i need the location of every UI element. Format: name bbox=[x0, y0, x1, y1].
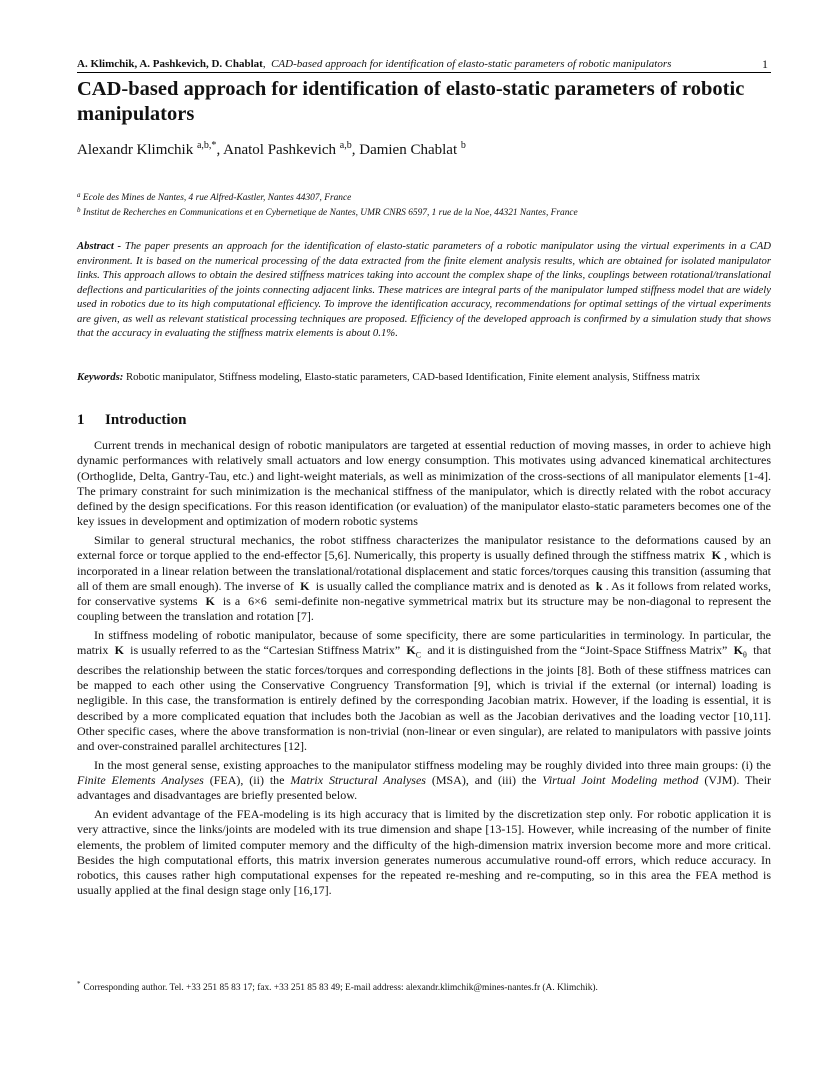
footnote-mark: * bbox=[77, 980, 81, 988]
affiliation-text: Ecole des Mines de Nantes, 4 rue Alfred-Kastler, Nantes 44307, France bbox=[82, 193, 352, 203]
paragraph: An evident advantage of the FEA-modeling is its high accuracy that is limited by the discretization step only. For robotic application it is very attractive, since the links/joints are modeled with its true dimension and shape [13-15]. However, while increasing of the number of finite elements, the problem of limited computer memory and the difficulty of the high-dimension matrix inversion become more and more critical. Besides the high computational efforts, this matrix inversion generates numerous accumulative round-off errors, which reduce accuracy. In robotics, this causes rather high computational expenses for the repeated re-meshing and re-computing, so in this area the FEA method is usually applied at the final design stage only [16,17]. bbox=[77, 807, 771, 898]
running-head-title: CAD-based approach for identification of elasto-static parameters of robotic manipulators bbox=[271, 58, 672, 70]
affiliation-mark: b bbox=[77, 206, 81, 214]
math-symbol: K bbox=[300, 578, 310, 593]
text-run: that describes the relationship between the static forces/torques and corresponding deflections in the joints [8]. Both of these stiffness matrices can be mapped to each other using the Conservative Congruency Transformation [9], which is trivial if the external (or internal) loading is negligible. In this case, the transformation is entirely defined by the corresponding Jacobian matrix. However, if the loading is essential, it is described by a more complicated equation that includes both the Jacobian as well as the Jacobian derivatives and the loading vector [10,11]. Other specific cases, where the above transformation is non-trivial (non-linear or even singular), are related to manipulators with passive joints and over-constrained parallel architectures [12]. bbox=[77, 643, 772, 754]
math-symbol: K bbox=[205, 594, 215, 608]
math-symbol: K bbox=[733, 643, 743, 658]
text-run: (FEA), (ii) the bbox=[209, 773, 285, 788]
affiliation bbox=[77, 207, 578, 219]
emphasis: Matrix Structural Analyses bbox=[290, 773, 426, 788]
text-run: is usually called the compliance matrix and is denoted as bbox=[315, 578, 590, 593]
paragraph bbox=[77, 533, 771, 625]
paragraph bbox=[77, 758, 771, 804]
affiliation-text: Institut de Recherches en Communications et en Cybernetique de Nantes, UMR CNRS 6597, 1 rue de la Noe, 44321 Nantes, France bbox=[82, 208, 578, 218]
math-symbol: 6×6 bbox=[248, 594, 267, 608]
running-head-authors: A. Klimchik, A. Pashkevich, D. Chablat bbox=[77, 58, 263, 70]
section-number: 1 bbox=[77, 412, 85, 428]
math-subscript: θ bbox=[742, 650, 747, 660]
text-run: (VJM). Their advantages and disadvantages are briefly presented below. bbox=[77, 773, 772, 803]
text-run: . As it follows from related works, for conservative systems bbox=[77, 578, 772, 608]
keywords-label: Keywords: bbox=[77, 371, 124, 383]
math-symbol: k bbox=[595, 578, 603, 593]
emphasis: Virtual Joint Modeling method bbox=[542, 773, 699, 788]
text-run: (MSA), and (iii) the bbox=[431, 773, 537, 788]
section-title: Introduction bbox=[105, 412, 187, 428]
abstract bbox=[77, 239, 771, 341]
affiliation-mark: a bbox=[77, 191, 81, 199]
section-heading bbox=[77, 412, 186, 429]
author-name: Anatol Pashkevich bbox=[223, 142, 337, 158]
author-name: Alexandr Klimchik bbox=[77, 142, 194, 158]
keywords bbox=[77, 370, 771, 385]
text-run: and it is distinguished from the “Joint-Space Stiffness Matrix” bbox=[427, 643, 728, 658]
emphasis: Finite Elements Analyses bbox=[77, 773, 204, 788]
math-symbol: K bbox=[406, 643, 416, 658]
author-affiliation-mark: a,b,* bbox=[196, 140, 217, 151]
math-symbol: K bbox=[114, 643, 124, 658]
abstract-text: The paper presents an approach for the identification of elasto-static parameters of a robotic manipulator using the virtual experiments in a CAD environment. It is based on the numerical processing of the data extracted from the finite element analysis results, which are obtained for isolated manipulator links. This approach allows to obtain the desired stiffness matrices taking into account the complex shape of the links, couplings between rotational/translational deflections and particularities of the joints connecting adjacent links. These matrices are integral parts of the manipulator lumped stiffness model that are widely used in robotics due to its high computational efficiency. To improve the identification accuracy, recommendations for optimal settings of the virtual experiments are given, as well as relevant statistical processing techniques are proposed. Efficiency of the developed approach is confirmed by a simulation study that shows that the accuracy in evaluating the stiffness matrix elements is about 0.1%. bbox=[77, 240, 771, 339]
paragraph: Current trends in mechanical design of robotic manipulators are targeted at essential reduction of moving masses, in order to achieve high dynamic performances with relatively small actuators and low energy consumption. This motivates using advanced kinematical architectures (Orthoglide, Delta, Gantry-Tau, etc.) and light-weight materials, as well as minimization of the cross-sections of all manipulator elements [1-4]. The primary constraint for such minimization is the mechanical stiffness of the manipulator, which is directly related with the robot accuracy defined by the design specifications. For this reason identification (or evaluation) of the manipulator elasto-static parameters becomes one of the key issues in development and optimization of modern robotic systems bbox=[77, 438, 771, 529]
author-list: Alexandr Klimchik $^{a,b,*}$, Anatol Pashkevich $^{a,b}$, Damien Chablat $^b$ bbox=[77, 140, 466, 158]
page-number: 1 bbox=[762, 57, 768, 71]
affiliation bbox=[77, 192, 351, 204]
text-run: , which is incorporated in a linear relation between the translational/rotational displacement and static forces/torques causing this transition (assuming that all of them are small enough). The inverse of bbox=[77, 548, 771, 593]
paragraph bbox=[77, 628, 771, 754]
text-run: Similar to general structural mechanics, the robot stiffness characterizes the manipulator resistance to the deformations caused by an external force or torque applied to the end-effector [5,6]. Numerically, this property is usually defined through the stiffness matrix bbox=[77, 533, 771, 563]
abstract-label: Abstract - bbox=[77, 240, 122, 252]
keywords-text: Robotic manipulator, Stiffness modeling, Elasto-static parameters, CAD-based Identification, Finite element analysis, Stiffness matrix bbox=[125, 371, 701, 383]
author-affiliation-mark: b bbox=[460, 140, 466, 151]
author-name: Damien Chablat bbox=[359, 142, 458, 158]
body-text bbox=[77, 438, 771, 902]
footnote-text: Corresponding author. Tel. +33 251 85 83 17; fax. +33 251 85 83 49; E-mail address: alexandr.klimchik@mines-nantes.fr (A. Klimchik). bbox=[83, 983, 598, 993]
paper-title: CAD-based approach for identification of elasto-static parameters of robotic manipulators bbox=[77, 78, 745, 125]
footnote bbox=[77, 982, 771, 994]
text-run: semi-definite non-negative symmetrical matrix but its structure may be non-diagonal to represent the coupling between the translation and rotation [7]. bbox=[77, 594, 772, 624]
math-symbol: K bbox=[711, 548, 721, 563]
text-run: is usually referred to as the “Cartesian Stiffness Matrix” bbox=[130, 643, 401, 658]
text-run: is a bbox=[222, 594, 241, 608]
author-affiliation-mark: a,b bbox=[339, 140, 352, 151]
text-run: In stiffness modeling of robotic manipulator, because of some specificity, there are some particularities in terminology. In particular, the matrix bbox=[77, 628, 771, 658]
running-head: A. Klimchik, A. Pashkevich, D. Chablat, CAD-based approach for identification of elasto-static parameters of robotic manipulators 1 bbox=[77, 57, 771, 73]
text-run: In the most general sense, existing approaches to the manipulator stiffness modeling may be roughly divided into three main groups: (i) the bbox=[94, 757, 771, 772]
math-subscript: C bbox=[415, 650, 422, 660]
